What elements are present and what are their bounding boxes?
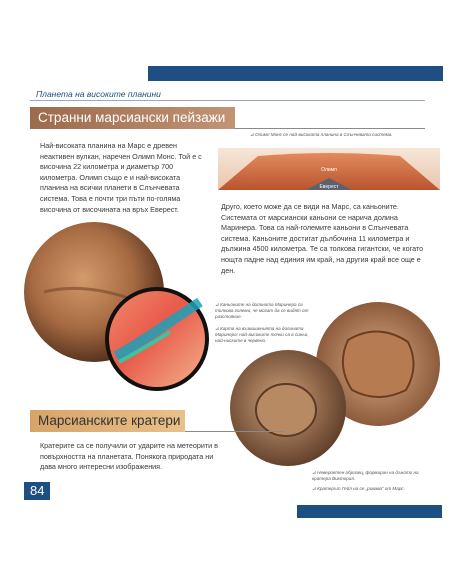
chapter-title: Планета на високите планини [36, 89, 161, 99]
header-bar [148, 66, 443, 81]
caption-marker-icon: ⊿ [250, 132, 256, 137]
crater-images [220, 300, 442, 468]
caption-marker-icon: ⊿ [312, 486, 318, 491]
caption-crater-victoria: ⊿ Невероятен образец, формиран на дъното на кратера Виктория. [312, 470, 419, 481]
section-title-landscapes: Странни марсиански пейзажи [30, 107, 235, 129]
footer-bar [297, 505, 442, 518]
mars-images [24, 222, 224, 404]
caption-crater-gale: ⊿ Кратерът Гейл на се „ровава“ от Марс. [312, 486, 405, 491]
caption-marker-icon: ⊿ [215, 326, 221, 331]
paragraph-craters: Кратерите са се получили от ударите на метеорити в повърхността на планетата. Понякога природата ни дава много интересни изображения. [40, 441, 219, 472]
diagram-caption: ⊿ Олимп Монс се най-високата планина в Слънчевата система. [250, 132, 393, 137]
caption-marker-icon: ⊿ [215, 302, 221, 307]
paragraph-canyons: Друго, което може да се види на Марс, са каньоните. Системата от марсиански каньони се нарича долина Маринера. Това са най-големите каньони в Слънчевата система. Каньоните достигат дълбочина 11 километра и дължина 4500 километра. Те са толкова гигантски, че когато нощта падне над единия им край, на другия край все още е ден. [221, 202, 424, 275]
page-number: 84 [24, 482, 50, 500]
caption-canyon-size: ⊿ Каньоните на долината Маринера са толкова големи, че могат да се видят от разстояние. [215, 302, 309, 319]
paragraph-olympus: Най-високата планина на Марс е древен неактивен вулкан, наречен Олимп Монс. Той е с височина 22 километра и диаметър 700 километра. Олимп също е и най-високата планина на всички планети в Слънчевата система. Това е почти три пъти по-голяма височина от височината на връх Еверест. [40, 141, 202, 214]
chapter-divider [30, 100, 425, 101]
section-rule [235, 128, 425, 129]
section-title-craters: Марсианските кратери [30, 410, 185, 432]
everest-label: Еверест [319, 184, 339, 190]
olympus-everest-diagram [218, 148, 440, 190]
caption-canyon-map: ⊿ Карта на възвишенията на долината Маринера: най-високите точки са в синьо, най-ниските в червено. [215, 326, 309, 343]
olympus-label: Олимп [321, 167, 337, 173]
caption-marker-icon: ⊿ [312, 470, 318, 475]
section-rule [185, 431, 285, 432]
